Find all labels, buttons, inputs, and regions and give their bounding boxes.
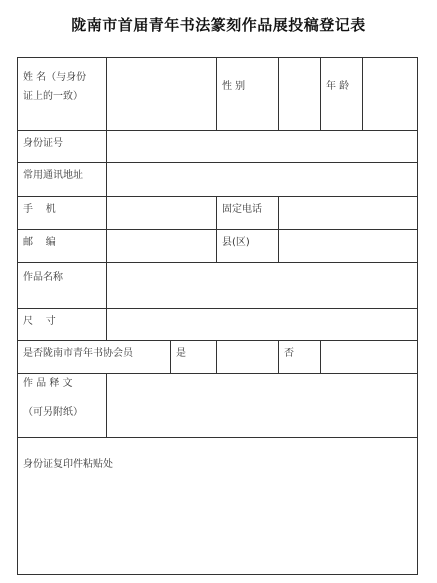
id-number-label-cell: [18, 131, 107, 163]
name-input-cell[interactable]: [107, 58, 217, 131]
work-text-note: （可另附纸）: [23, 407, 83, 418]
address-input-cell[interactable]: [107, 163, 418, 197]
county-input-cell[interactable]: [279, 230, 418, 263]
size-label-cell: [18, 309, 107, 341]
no-input-cell[interactable]: [321, 341, 418, 374]
id-copy-label: 身份证复印件粘贴处: [23, 459, 113, 470]
name-label-line2: 证上的一致）: [23, 91, 83, 102]
work-title-label-cell: [18, 263, 107, 309]
gender-label: 性 别: [222, 81, 246, 92]
size-input-cell[interactable]: [107, 309, 418, 341]
address-label-cell: [18, 163, 107, 197]
landline-input-cell[interactable]: [279, 197, 418, 230]
postcode-label: 邮 编: [23, 237, 56, 248]
age-label-cell: [321, 58, 363, 131]
postcode-input-cell[interactable]: [107, 230, 217, 263]
age-label: 年 龄: [326, 81, 350, 92]
id-copy-area[interactable]: [18, 438, 418, 575]
yes-label: 是: [176, 348, 186, 359]
gender-label-cell: [217, 58, 279, 131]
mobile-input-cell[interactable]: [107, 197, 217, 230]
no-label: 否: [284, 348, 294, 359]
county-label: 县(区): [222, 237, 250, 248]
work-text-label-cell: [18, 374, 107, 438]
size-label: 尺 寸: [23, 316, 56, 327]
name-label-line1: 姓 名（与身份: [23, 72, 87, 83]
member-label-cell: [18, 341, 171, 374]
work-title-label: 作品名称: [23, 272, 63, 283]
mobile-label: 手 机: [23, 204, 56, 215]
address-label: 常用通讯地址: [23, 170, 83, 181]
no-label-cell: [279, 341, 321, 374]
form-title: 陇南市首届青年书法篆刻作品展投稿登记表: [71, 16, 366, 34]
work-text-label: 作 品 释 文: [23, 378, 73, 389]
county-label-cell: [217, 230, 279, 263]
registration-form-table: [17, 57, 418, 575]
yes-input-cell[interactable]: [217, 341, 279, 374]
name-label-cell: [18, 58, 107, 131]
yes-label-cell: [171, 341, 217, 374]
work-text-input-cell[interactable]: [107, 374, 418, 438]
id-number-input-cell[interactable]: [107, 131, 418, 163]
work-title-input-cell[interactable]: [107, 263, 418, 309]
id-number-label: 身份证号: [23, 138, 63, 149]
age-input-cell[interactable]: [363, 58, 418, 131]
mobile-label-cell: [18, 197, 107, 230]
gender-input-cell[interactable]: [279, 58, 321, 131]
postcode-label-cell: [18, 230, 107, 263]
landline-label-cell: [217, 197, 279, 230]
member-label: 是否陇南市青年书协会员: [23, 348, 133, 359]
landline-label: 固定电话: [222, 204, 262, 215]
